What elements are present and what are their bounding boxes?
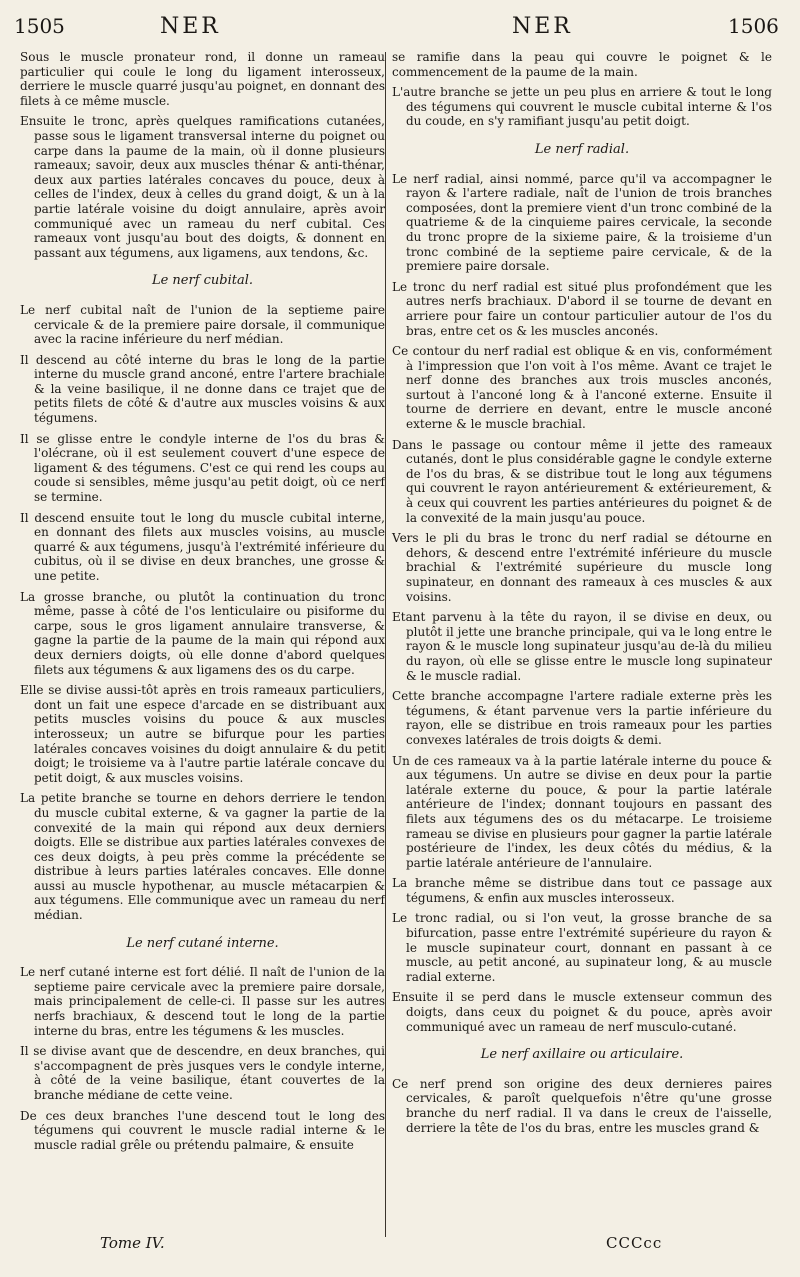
right-running-title: NER: [512, 14, 573, 39]
right-page-number: 1506: [728, 14, 779, 38]
paragraph: Ce nerf prend son origine des deux dernieres paires cervicales, & paroît quelquefois n'être qu'une grosse branche du nerf radial. Il va dans le creux de l'aisselle, derriere la tête de l'os du bras, entre les muscles grand &: [392, 1076, 772, 1135]
paragraph: Un de ces rameaux va à la partie latérale interne du pouce & aux tégumens. Un autre se divise en deux pour la partie latérale externe du pouce, & pour la partie latérale antérieure de l'index; donnant toujours en passant des filets aux tégumens des os du métacarpe. Le troisieme rameau se divise en plusieurs pour gagner la partie latérale postérieure de l'index, les deux côtés du médius, & la partie latérale antérieure de l'annulaire.: [392, 753, 772, 870]
section-heading: Le nerf axillaire ou articulaire.: [480, 1047, 684, 1063]
section-heading: Le nerf cubital.: [151, 273, 254, 289]
paragraph: Le tronc radial, ou si l'on veut, la grosse branche de sa bifurcation, passe entre l'extrémité supérieure du rayon & le muscle supinateur court, donnant en passant à ce muscle, au petit anconé, au supinateur long, & au muscle radial externe.: [392, 911, 772, 984]
section-heading: Le nerf cutané interne.: [126, 935, 279, 951]
paragraph: Cette branche accompagne l'artere radiale externe près les tégumens, & étant parvenue vers la partie inférieure du rayon, elle se distribue en trois rameaux pour les parties convexes latérales de trois doigts & demi.: [392, 689, 772, 747]
paragraph: Elle se divise aussi-tôt après en trois rameaux particuliers, dont un fait une espece d'arcade en se distribuant aux petits muscles voisins du pouce & aux muscles interosseux; un autre se bifurque pour les parties latérales concaves voisines du doigt annulaire & du petit doigt; le troisieme va à l'autre partie latérale concave du petit doigt, & aux muscles voisins.: [20, 683, 385, 785]
left-page-number: 1505: [14, 14, 65, 38]
paragraph: Sous le muscle pronateur rond, il donne un rameau particulier qui coule le long du ligament interosseux, derriere le muscle quarré jusqu'au poignet, en donnant des filets à ce même muscle.: [20, 50, 385, 108]
paragraph: L'autre branche se jette un peu plus en arriere & tout le long des tégumens qui couvrent le muscle cubital interne & l'os du coude, en s'y ramifiant jusqu'au petit doigt.: [392, 85, 772, 129]
column-divider: [385, 52, 386, 1237]
section-heading: Le nerf radial.: [534, 141, 630, 157]
paragraph: Le nerf radial, ainsi nommé, parce qu'il va accompagner le rayon & l'artere radiale, naît de l'union de trois branches composées, dont la premiere vient d'un tronc combiné de la quatrieme & de la cinquieme paires cervicale, la seconde du tronc propre de la sixieme paire, & la troisieme d'un tronc combiné de la septieme paire cervicale, & de la premiere paire dorsale.: [392, 171, 772, 274]
paragraph: La grosse branche, ou plutôt la continuation du tronc même, passe à côté de l'os lenticulaire ou pisiforme du carpe, sous le gros ligament annulaire transverse, & gagne la partie de la paume de la main qui répond aux deux derniers doigts, où elle donne d'abord quelques filets aux tégumens & aux ligamens des os du carpe.: [20, 589, 385, 677]
paragraph: Ensuite il se perd dans le muscle extenseur commun des doigts, dans ceux du poignet & du pouce, après avoir communiqué avec un rameau de nerf musculo-cutané.: [392, 990, 772, 1034]
paragraph: Il descend ensuite tout le long du muscle cubital interne, en donnant des filets aux muscles voisins, au muscle quarré & aux tégumens, jusqu'à l'extrémité inférieure du cubitus, où il se divise en deux branches, une grosse & une petite.: [20, 510, 385, 583]
left-column: [20, 50, 385, 1158]
paragraph: Il se glisse entre le condyle interne de l'os du bras & l'olécrane, où il est seulement couvert d'une espece de ligament & des tégumens. C'est ce qui rend les coups au coude si sensibles, même jusqu'au petit doigt, où ce nerf se termine.: [20, 431, 385, 505]
right-column: [392, 50, 772, 1141]
paragraph: Il descend au côté interne du bras le long de la partie interne du muscle grand anconé, entre l'artere brachiale & la veine basilique, il ne donne dans ce trajet que de petits filets de côté & d'autre aux muscles voisins & aux tégumens.: [20, 352, 385, 426]
paragraph: Il se divise avant que de descendre, en deux branches, qui s'accompagnent de près jusques vers le condyle interne, à côté de la veine basilique, étant couvertes de la branche médiane de cette veine.: [20, 1044, 385, 1102]
paragraph: Ensuite le tronc, après quelques ramifications cutanées, passe sous le ligament transversal interne du poignet ou carpe dans la paume de la main, où il donne plusieurs rameaux; savoir, deux aux muscles thénar & anti-thénar, deux aux parties latérales concaves du pouce, deux à celles de l'index, deux à celles du grand doigt, & un à la partie latérale voisine du doigt annulaire, après avoir communiqué avec un rameau du nerf cubital. Ces rameaux vont jusqu'au bout des doigts, & donnent en passant aux tégumens, aux ligamens, aux tendons, &c.: [20, 114, 385, 260]
paragraph: se ramifie dans la peau qui couvre le poignet & le commencement de la paume de la main.: [392, 50, 772, 79]
gathering-signature: CCCcc: [606, 1234, 663, 1252]
paragraph: La petite branche se tourne en dehors derriere le tendon du muscle cubital externe, & va gagner la partie de la convexité de la main qui répond aux deux derniers doigts. Elle se distribue aux parties latérales convexes de ces deux doigts, à peu près comme la précédente se distribue à leurs parties latérales concaves. Elle donne aussi au muscle hypothenar, au muscle métacarpien & aux tégumens. Elle communique avec un rameau du nerf médian.: [20, 791, 385, 923]
paragraph: Vers le pli du bras le tronc du nerf radial se détourne en dehors, & descend entre l'extrémité inférieure du muscle brachial & l'extrémité supérieure du muscle long supinateur, en donnant des rameaux à ces muscles & aux voisins.: [392, 531, 772, 604]
paragraph: Dans le passage ou contour même il jette des rameaux cutanés, dont le plus considérable gagne le condyle externe de l'os du bras, & se distribue tout le long aux tégumens qui couvrent le rayon antérieurement & extérieurement, & à ceux qui couvrent les parties antérieures du poignet & de la convexité de la main jusqu'au pouce.: [392, 437, 772, 525]
paragraph: La branche même se distribue dans tout ce passage aux tégumens, & enfin aux muscles interosseux.: [392, 876, 772, 905]
paragraph: Le nerf cutané interne est fort délié. Il naît de l'union de la septieme paire cervicale avec la premiere paire dorsale, mais principalement de celle-ci. Il passe sur les autres nerfs brachiaux, & descend tout le long de la partie interne du bras, entre les tégumens & les muscles.: [20, 965, 385, 1038]
paragraph: Le nerf cubital naît de l'union de la septieme paire cervicale & de la premiere paire dorsale, il communique avec la racine inférieure du nerf médian.: [20, 302, 385, 347]
paragraph: Etant parvenu à la tête du rayon, il se divise en deux, ou plutôt il jette une branche principale, qui va le long entre le rayon & le muscle long supinateur jusqu'au de-là du milieu du rayon, où elle se glisse entre le muscle long supinateur & le muscle radial.: [392, 610, 772, 683]
left-running-title: NER: [160, 14, 221, 39]
paragraph: De ces deux branches l'une descend tout le long des tégumens qui couvrent le muscle radial interne & le muscle radial grêle ou prétendu palmaire, & ensuite: [20, 1108, 385, 1152]
volume-signature: Tome IV.: [100, 1234, 165, 1252]
paragraph: Le tronc du nerf radial est situé plus profondément que les autres nerfs brachiaux. D'abord il se tourne de devant en arriere pour faire un contour particulier autour de l'os du bras, entre cet os & les muscles anconés.: [392, 279, 772, 338]
paragraph: Ce contour du nerf radial est oblique & en vis, conformément à l'impression que l'on voit à l'os même. Avant ce trajet le nerf donne des branches aux trois muscles anconés, surtout à l'anconé long & à l'anconé externe. Ensuite il tourne de derriere en devant, entre le muscle anconé externe & le muscle brachial.: [392, 344, 772, 432]
